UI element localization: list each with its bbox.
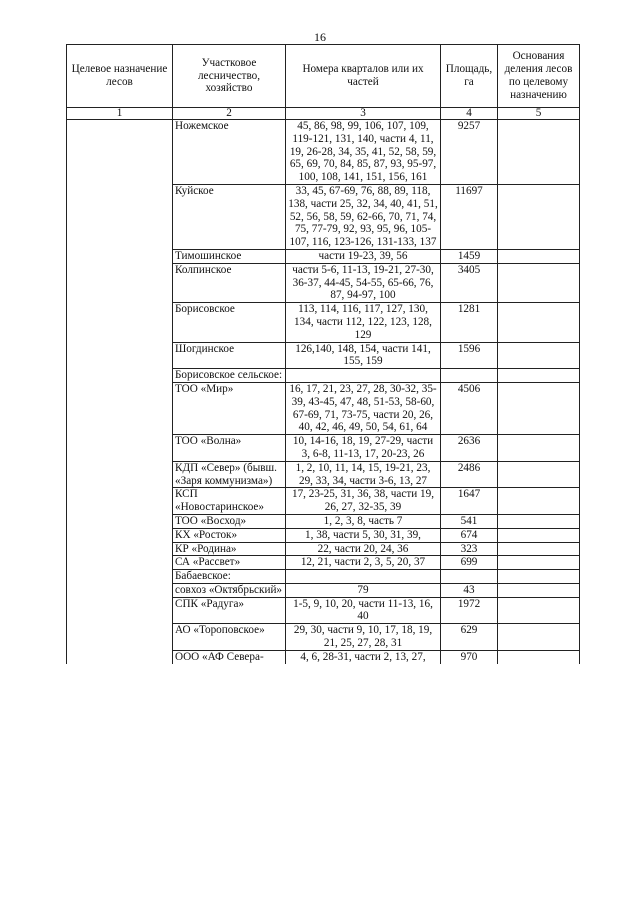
quarters: 29, 30, части 9, 10, 17, 18, 19, 21, 25, 27, 28, 31 [286, 624, 441, 651]
quarters: 12, 21, части 2, 3, 5, 20, 37 [286, 556, 441, 570]
basis [498, 514, 580, 528]
column-number: 1 [67, 108, 173, 120]
area: 1459 [441, 249, 498, 263]
district-name: Борисовское сельское: [173, 369, 286, 383]
quarters: 126,140, 148, 154, части 141, 155, 159 [286, 342, 441, 369]
basis [498, 382, 580, 434]
quarters: 113, 114, 116, 117, 127, 130, 134, части 112, 122, 123, 128, 129 [286, 303, 441, 342]
area: 1596 [441, 342, 498, 369]
basis [498, 184, 580, 249]
area: 674 [441, 528, 498, 542]
district-name: КДП «Север» (бывш. «Заря коммунизма») [173, 461, 286, 488]
district-name: СПК «Радуга» [173, 597, 286, 624]
quarters: 16, 17, 21, 23, 27, 28, 30-32, 35-39, 43-45, 47, 48, 51-53, 58-60, 67-69, 71, 73-75, части 20, 26, 40, 42, 46, 49, 50, 54, 61, 64 [286, 382, 441, 434]
header-quarters: Номера кварталов или их частей [286, 45, 441, 108]
basis [498, 461, 580, 488]
area: 629 [441, 624, 498, 651]
quarters: 1-5, 9, 10, 20, части 11-13, 16, 40 [286, 597, 441, 624]
area: 2636 [441, 435, 498, 462]
basis [498, 528, 580, 542]
quarters: 1, 38, части 5, 30, 31, 39, [286, 528, 441, 542]
area: 1972 [441, 597, 498, 624]
area: 43 [441, 583, 498, 597]
column-number: 3 [286, 108, 441, 120]
column-number: 5 [498, 108, 580, 120]
area: 9257 [441, 120, 498, 185]
column-number-row [67, 108, 580, 120]
basis [498, 303, 580, 342]
basis [498, 435, 580, 462]
district-name: ТОО «Волна» [173, 435, 286, 462]
district-name: Куйское [173, 184, 286, 249]
quarters: части 19-23, 39, 56 [286, 249, 441, 263]
area: 4506 [441, 382, 498, 434]
area: 1647 [441, 488, 498, 515]
district-name: КХ «Росток» [173, 528, 286, 542]
quarters: 1, 2, 10, 11, 14, 15, 19-21, 23, 29, 33, 34, части 3-6, 13, 27 [286, 461, 441, 488]
basis [498, 624, 580, 651]
basis [498, 556, 580, 570]
purpose-cell [67, 120, 173, 664]
quarters [286, 369, 441, 383]
quarters: части 5-6, 11-13, 19-21, 27-30, 36-37, 44-45, 54-55, 65-66, 76, 87, 94-97, 100 [286, 263, 441, 302]
header-purpose: Целевое назначение лесов [67, 45, 173, 108]
area: 323 [441, 542, 498, 556]
basis [498, 570, 580, 584]
area: 541 [441, 514, 498, 528]
quarters: 1, 2, 3, 8, часть 7 [286, 514, 441, 528]
district-name: Тимошинское [173, 249, 286, 263]
column-number: 4 [441, 108, 498, 120]
area: 970 [441, 650, 498, 663]
quarters [286, 570, 441, 584]
quarters: 4, 6, 28-31, части 2, 13, 27, [286, 650, 441, 663]
page-number: 16 [314, 30, 326, 44]
district-name: КР «Родина» [173, 542, 286, 556]
area [441, 369, 498, 383]
district-name: Шогдинское [173, 342, 286, 369]
area: 3405 [441, 263, 498, 302]
area: 11697 [441, 184, 498, 249]
basis [498, 583, 580, 597]
quarters: 10, 14-16, 18, 19, 27-29, части 3, 6-8, 11-13, 17, 20-23, 26 [286, 435, 441, 462]
district-name: Колпинское [173, 263, 286, 302]
district-name: КСП «Новостаринское» [173, 488, 286, 515]
area: 699 [441, 556, 498, 570]
area: 1281 [441, 303, 498, 342]
basis [498, 249, 580, 263]
quarters: 79 [286, 583, 441, 597]
column-number: 2 [173, 108, 286, 120]
basis [498, 342, 580, 369]
quarters: 22, части 20, 24, 36 [286, 542, 441, 556]
forest-table [66, 44, 580, 664]
basis [498, 650, 580, 663]
header-basis: Основания деления лесов по целевому назначению [498, 45, 580, 108]
header-area: Площадь, га [441, 45, 498, 108]
area: 2486 [441, 461, 498, 488]
quarters: 45, 86, 98, 99, 106, 107, 109, 119-121, 131, 140, части 4, 11, 19, 26-28, 34, 35, 41, 52, 58, 59, 65, 69, 70, 84, 85, 87, 93, 95-97, 100, 108, 141, 151, 156, 161 [286, 120, 441, 185]
district-name: СА «Рассвет» [173, 556, 286, 570]
district-name: Ножемское [173, 120, 286, 185]
table-row [67, 120, 580, 185]
basis [498, 488, 580, 515]
area [441, 570, 498, 584]
basis [498, 597, 580, 624]
district-name: Борисовское [173, 303, 286, 342]
basis [498, 120, 580, 185]
district-name: ООО «АФ Севера- [173, 650, 286, 663]
district-name: совхоз «Октябрьский» [173, 583, 286, 597]
basis [498, 263, 580, 302]
basis [498, 369, 580, 383]
basis [498, 542, 580, 556]
district-name: ТОО «Мир» [173, 382, 286, 434]
quarters: 33, 45, 67-69, 76, 88, 89, 118, 138, части 25, 32, 34, 40, 41, 51, 52, 56, 58, 59, 62-66, 70, 71, 74, 75, 77-79, 92, 93, 95, 96, 105-107, 116, 123-126, 131-133, 137 [286, 184, 441, 249]
header-district: Участковое лесничество, хозяйство [173, 45, 286, 108]
quarters: 17, 23-25, 31, 36, 38, части 19, 26, 27, 32-35, 39 [286, 488, 441, 515]
district-name: ТОО «Восход» [173, 514, 286, 528]
district-name: АО «Тороповское» [173, 624, 286, 651]
district-name: Бабаевское: [173, 570, 286, 584]
header-row [67, 45, 580, 108]
